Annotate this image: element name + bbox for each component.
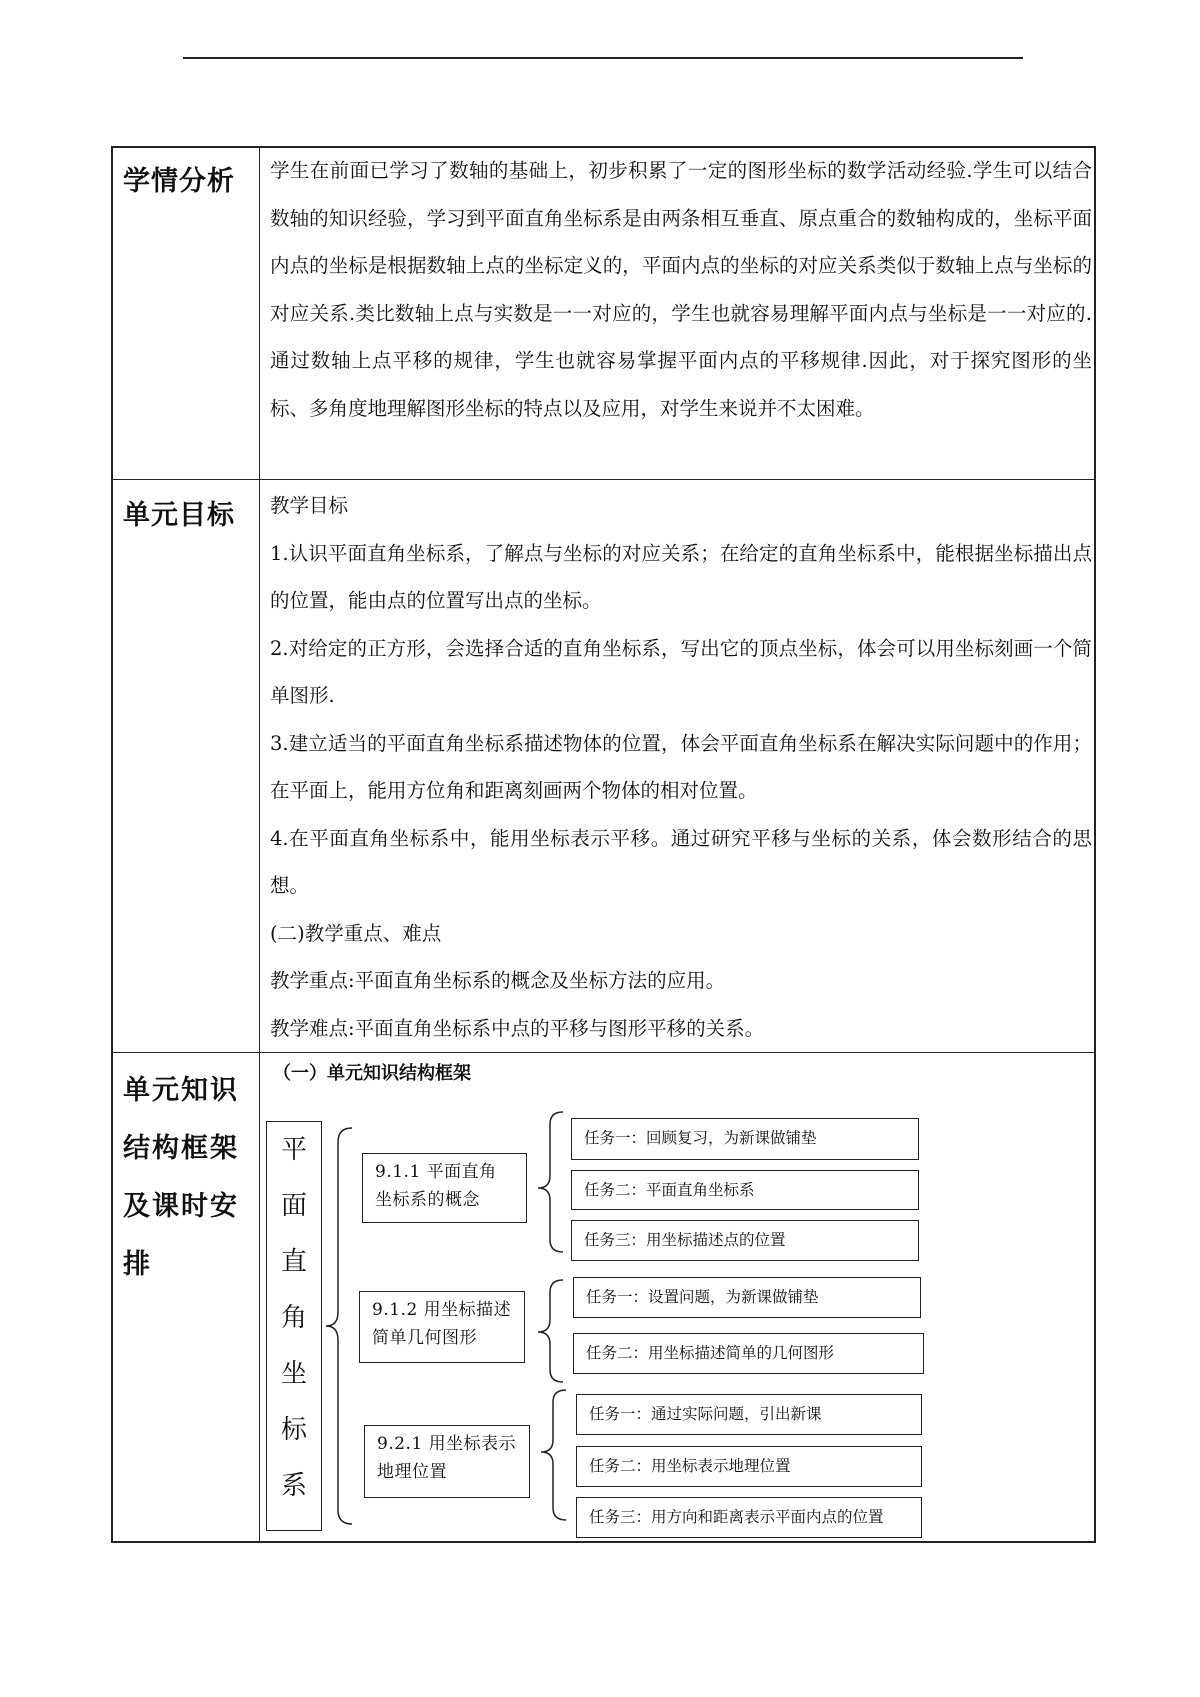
goals-line: 4.在平面直角坐标系中，能用坐标表示平移。通过研究平移与坐标的关系，体会数形结合的思想。 (270, 826, 1092, 897)
root-char: 标 (280, 1415, 307, 1445)
task-node: 任务二：用坐标描述简单的几何图形 (573, 1333, 924, 1374)
root-char: 直 (280, 1247, 307, 1277)
task-node: 任务三：用坐标描述点的位置 (571, 1220, 919, 1261)
section-title: （一）单元知识结构框架 (273, 1063, 471, 1084)
row-label-goals: 单元目标 (123, 500, 235, 531)
lesson-node-9-1-1: 9.1.1 平面直角坐标系的概念 (362, 1153, 527, 1223)
root-char: 平 (280, 1135, 307, 1165)
root-char: 面 (280, 1191, 307, 1221)
goals-line: 教学重点:平面直角坐标系的概念及坐标方法的应用。 (270, 969, 726, 992)
goals-line: 3.建立适当的平面直角坐标系描述物体的位置，体会平面直角坐标系在解决实际问题中的作用；在平面上，能用方位角和距离刻画两个物体的相对位置。 (270, 731, 1092, 802)
goals-line: 教学目标 (270, 494, 349, 517)
lesson-node-9-2-1: 9.2.1 用坐标表示地理位置 (364, 1425, 530, 1498)
task-node: 任务二：平面直角坐标系 (571, 1170, 919, 1210)
lesson-node-9-1-2: 9.1.2 用坐标描述简单几何图形 (359, 1291, 525, 1363)
root-char: 角 (280, 1303, 307, 1333)
task-node: 任务一：回顾复习，为新课做铺垫 (571, 1118, 919, 1160)
task-node: 任务二：用坐标表示地理位置 (576, 1446, 922, 1487)
root-char: 系 (280, 1471, 307, 1501)
analysis-paragraph: 学生在前面已学习了数轴的基础上，初步积累了一定的图形坐标的数学活动经验.学生可以结合数轴的知识经验，学习到平面直角坐标系是由两条相互垂直、原点重合的数轴构成的，坐标平面内点的坐标是根据数轴上点的坐标定义的，平面内点的坐标的对应关系类似于数轴上点与坐标的对应关系.类比数轴上点与实数是一一对应的，学生也就容易理解平面内点与坐标是一一对应的.通过数轴上点平移的规律，学生也就容易掌握平面内点的平移规律.因此，对于探究图形的坐标、多角度地理解图形坐标的特点以及应用，对学生来说并不太困难。 (270, 159, 1092, 420)
goals-line: 教学难点:平面直角坐标系中点的平移与图形平移的关系。 (270, 1016, 765, 1040)
row-label-analysis: 学情分析 (123, 166, 235, 197)
row-label-structure: 单元知识结构框架及课时安排 (123, 1075, 239, 1280)
task-node: 任务一：设置问题，为新课做铺垫 (573, 1277, 921, 1318)
goals-line: 1.认识平面直角坐标系，了解点与坐标的对应关系；在给定的直角坐标系中，能根据坐标描出点的位置，能由点的位置写出点的坐标。 (270, 541, 1092, 612)
goals-line: 2.对给定的正方形，会选择合适的直角坐标系，写出它的顶点坐标，体会可以用坐标刻画一个简单图形. (270, 636, 1092, 707)
goals-line: (二)教学重点、难点 (270, 921, 442, 945)
root-char: 坐 (280, 1359, 307, 1389)
task-node: 任务三：用方向和距离表示平面内点的位置 (576, 1497, 922, 1538)
task-node: 任务一：通过实际问题，引出新课 (576, 1394, 922, 1435)
